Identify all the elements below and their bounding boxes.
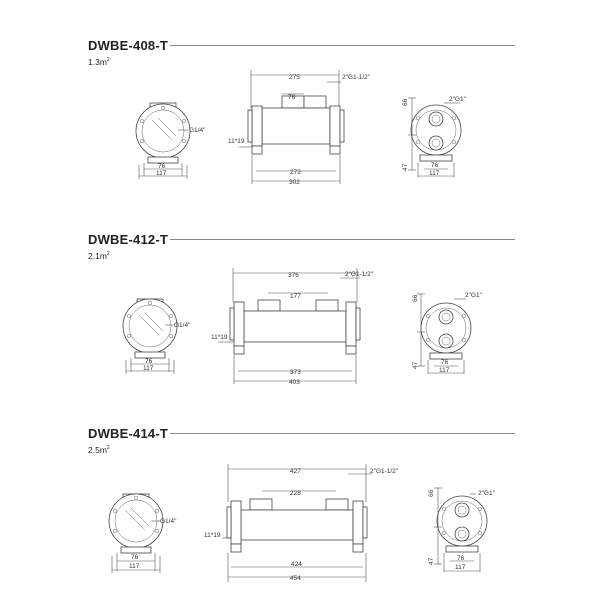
end-height-bottom: 47	[412, 361, 419, 369]
side-port-label: G1/4"	[160, 518, 177, 525]
side-outer-dim: 117	[129, 563, 140, 570]
surface-area: $2.5m^2$	[88, 445, 110, 455]
end-height-top: 66	[428, 489, 435, 497]
front-top-dim: 275	[289, 74, 300, 81]
surface-area: $2.1m^2$	[88, 251, 110, 261]
side-inner-dim: 76	[158, 163, 166, 170]
end-port-label: 2"G1"	[449, 96, 466, 103]
side-outer-dim: 117	[143, 365, 154, 372]
side-inner-dim: 76	[145, 358, 153, 365]
end-height-bottom: 47	[428, 557, 435, 565]
front-bottom-inner: 373	[290, 369, 301, 376]
end-height-bottom: 47	[402, 163, 409, 171]
front-foot-label: 11*19	[211, 334, 228, 341]
front-top-dim: 376	[288, 272, 299, 279]
end-port-label: 2"G1"	[465, 292, 482, 299]
front-port-label: 2"G1-1/2"	[345, 271, 374, 278]
front-foot-label: 11*19	[228, 138, 245, 145]
model-title: DWBE-412-T	[88, 232, 169, 247]
end-outer-dim: 117	[439, 367, 450, 374]
side-port-label: G1/4"	[189, 127, 206, 134]
front-top-dim: 427	[290, 468, 301, 475]
front-foot-label: 11*19	[204, 532, 221, 539]
front-nozzle-dim: 76	[288, 94, 296, 101]
front-port-label: 2"G1-1/2"	[342, 74, 371, 81]
surface-area: $1.3m^2$	[88, 57, 110, 67]
model-title: DWBE-414-T	[88, 426, 169, 441]
end-outer-dim: 117	[455, 564, 466, 571]
end-height-top: 66	[402, 98, 409, 106]
end-port-label: 2"G1"	[478, 490, 495, 497]
front-bottom-inner: 272	[290, 169, 301, 176]
side-port-label: G1/4"	[174, 322, 191, 329]
side-outer-dim: 117	[156, 170, 167, 177]
end-inner-dim: 76	[457, 555, 465, 562]
model-title: DWBE-408-T	[88, 38, 169, 53]
side-inner-dim: 76	[131, 554, 139, 561]
front-bottom-outer: 403	[289, 379, 300, 386]
end-inner-dim: 76	[431, 162, 439, 169]
front-port-label: 2"G1-1/2"	[370, 468, 399, 475]
front-bottom-inner: 424	[291, 561, 302, 568]
end-inner-dim: 76	[441, 359, 449, 366]
end-height-top: 66	[412, 294, 419, 302]
front-bottom-outer: 302	[289, 179, 300, 186]
end-outer-dim: 117	[429, 170, 440, 177]
front-bottom-outer: 454	[290, 575, 301, 582]
front-nozzle-dim: 228	[290, 490, 301, 497]
front-nozzle-dim: 177	[290, 293, 301, 300]
